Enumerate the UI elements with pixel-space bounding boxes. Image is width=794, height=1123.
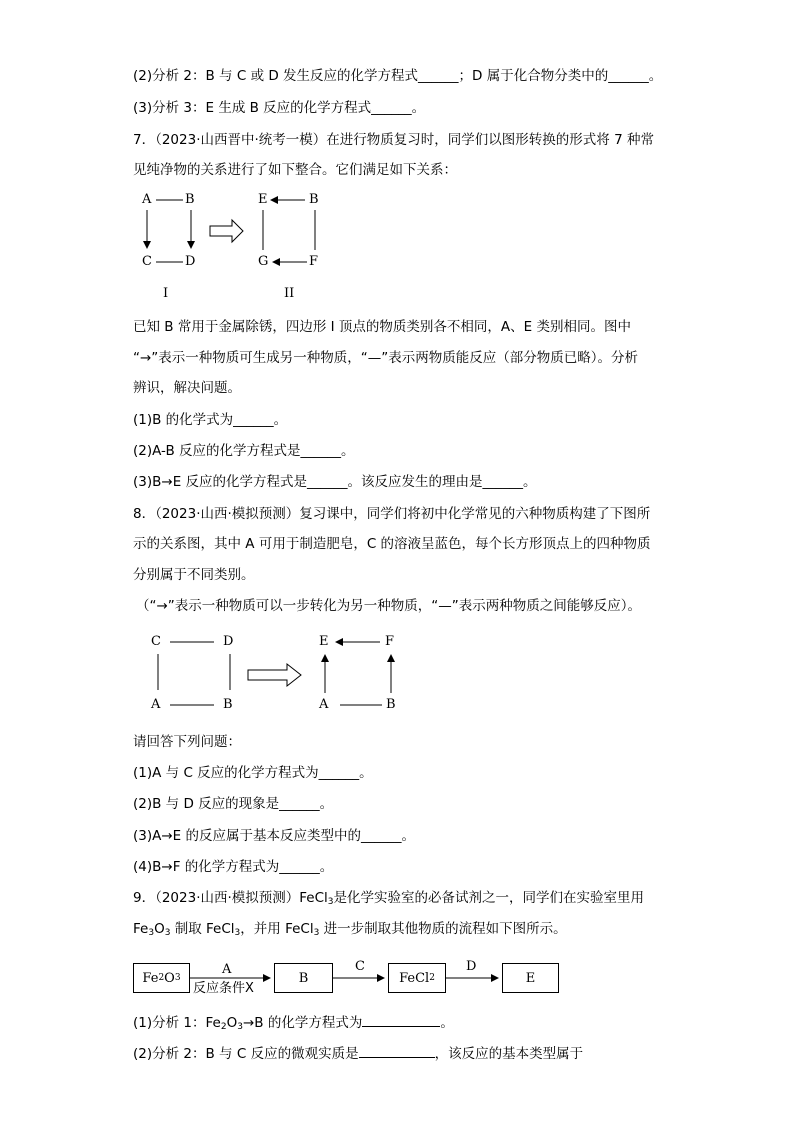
q8-note: （“→”表示一种物质可以一步转化为另一种物质，“—”表示两种物质之间能够反应）。 — [136, 598, 642, 614]
q8-stem-line1: 8．（2023·山西·模拟预测）复习课中，同学们将初中化学常见的六种物质构建了下图所 — [133, 506, 651, 522]
q9-stem1-sub: 3 — [327, 897, 334, 907]
q8-stem-line2: 示的关系图，其中 A 可用于制造肥皂，C 的溶液呈蓝色，每个长方形顶点上的四种物质 — [133, 536, 651, 552]
q9-sub1 — [133, 1012, 454, 1033]
q9-arrow2-label-top: C — [355, 959, 365, 974]
q8-fig1-node-b: B — [223, 697, 233, 712]
q6-part2: (2)分析 2：B 与 C 或 D 发生反应的化学方程式______；D 属于化合物分类中的______。 — [133, 68, 663, 84]
q9-stem2-sub1: 3 — [148, 928, 155, 938]
q9-box1-a: Fe — [142, 970, 159, 986]
q9-sub2-post: ，该反应的基本类型属于 — [434, 1046, 584, 1062]
q7-fig1-caption: I — [163, 286, 169, 301]
q9-box3-a: FeCl — [399, 970, 430, 986]
q9-stem2-sub2: 3 — [164, 928, 171, 938]
q9-sub2-pre: (2)分析 2：B 与 C 反应的微观实质是 — [133, 1046, 359, 1062]
q7-fig1-node-d: D — [185, 254, 196, 269]
q7-sub2: (2)A-B 反应的化学方程式是______。 — [133, 443, 355, 459]
q7-info-line1: 已知 B 常用于金属除锈，四边形 I 顶点的物质类别各不相同，A、E 类别相同。图中 — [133, 319, 631, 335]
q9-stem2-sub4: 3 — [313, 928, 320, 938]
q9-stem2-d: ，并用 FeCl — [240, 921, 314, 937]
q9-box1-b: O — [164, 970, 175, 986]
q9-stem1-pre: 9．（2023·山西·模拟预测） — [133, 890, 300, 906]
q7-stem-line2: 见纯净物的关系进行了如下整合。它们满足如下关系： — [133, 162, 457, 178]
q9-stem1-post: 是化学实验室的必备试剂之一，同学们在实验室里用 — [333, 890, 645, 906]
q9-arrow1-label-top: A — [222, 962, 232, 977]
q7-fig1-node-a: A — [142, 192, 152, 207]
q9-sub2-blank[interactable] — [359, 1043, 435, 1058]
q8-fig1-node-c: C — [151, 634, 161, 649]
q8-fig2-node-b: B — [386, 697, 396, 712]
q6-part3: (3)分析 3：E 生成 B 反应的化学方程式______。 — [133, 100, 426, 116]
q8-sub2: (2)B 与 D 反应的现象是______。 — [133, 796, 334, 812]
q7-fig2-node-f: F — [309, 254, 319, 269]
q7-sub3: (3)B→E 反应的化学方程式是______。该反应发生的理由是______。 — [133, 474, 537, 490]
q9-sub1-sub2: 3 — [237, 1022, 243, 1032]
q7-info-line2: “→”表示一种物质可生成另一种物质，“—”表示两物质能反应（部分物质已略）。分析 — [133, 350, 639, 366]
q9-sub1-blank[interactable] — [362, 1012, 440, 1027]
q7-fig2-node-e: E — [258, 192, 268, 207]
q9-sub1-sub1: 2 — [220, 1022, 227, 1032]
q9-stem-line2 — [133, 919, 567, 939]
q8-transform-arrow — [248, 664, 301, 686]
q7-info-line3: 辨识，解决问题。 — [133, 380, 241, 396]
q8-sub4: (4)B→F 的化学方程式为______。 — [133, 859, 334, 875]
q9-flow-box-e: E — [502, 963, 559, 993]
q9-sub1-post: →B 的化学方程式为 — [242, 1015, 363, 1031]
q9-stem2-e: 进一步制取其他物质的流程如下图所示。 — [319, 921, 567, 937]
q9-arrow3-label-top: D — [466, 959, 477, 974]
q9-arrow1-label-bottom: 反应条件X — [193, 981, 254, 996]
q9-stem-line1 — [133, 888, 644, 908]
q9-stem2-sub3: 3 — [234, 928, 241, 938]
q8-prompt: 请回答下列问题： — [133, 734, 241, 750]
q8-fig2-node-a: A — [319, 697, 329, 712]
q8-fig2-node-f: F — [385, 634, 395, 649]
q9-sub1-pre: (1)分析 1：Fe — [133, 1015, 221, 1031]
q8-stem-line3: 分别属于不同类别。 — [133, 567, 255, 583]
q7-fig2-node-b: B — [309, 192, 319, 207]
q8-fig2-node-e: E — [319, 634, 329, 649]
q9-stem1-chem: FeCl — [299, 890, 328, 906]
q8-sub1: (1)A 与 C 反应的化学方程式为______。 — [133, 765, 373, 781]
q9-sub1-end: 。 — [440, 1015, 454, 1031]
q7-transform-arrow — [210, 220, 243, 242]
q9-stem2-c: 制取 FeCl — [170, 921, 235, 937]
q7-fig1-node-c: C — [142, 254, 152, 269]
q7-fig1-node-b: B — [185, 192, 195, 207]
q9-stem2-a: Fe — [133, 921, 149, 937]
q7-stem-line1: 7．（2023·山西晋中·统考一模）在进行物质复习时，同学们以图形转换的形式将 7 种常 — [133, 132, 654, 148]
q9-sub2 — [133, 1043, 583, 1064]
q9-flow-box-fecl2: FeCl 2 — [388, 963, 446, 993]
q8-fig1-node-d: D — [223, 634, 234, 649]
q7-sub1: (1)B 的化学式为______。 — [133, 412, 288, 428]
q9-flow-box-b: B — [274, 963, 333, 993]
q8-fig1-node-a: A — [151, 697, 161, 712]
q9-flow-box-fe2o3: Fe 2 O 3 — [133, 963, 190, 993]
q9-stem2-b: O — [154, 921, 165, 937]
q7-fig2-node-g: G — [258, 254, 269, 269]
q7-fig2-caption: II — [284, 286, 295, 301]
q9-sub1-mid: O — [226, 1015, 238, 1031]
q8-sub3: (3)A→E 的反应属于基本反应类型中的______。 — [133, 828, 415, 844]
